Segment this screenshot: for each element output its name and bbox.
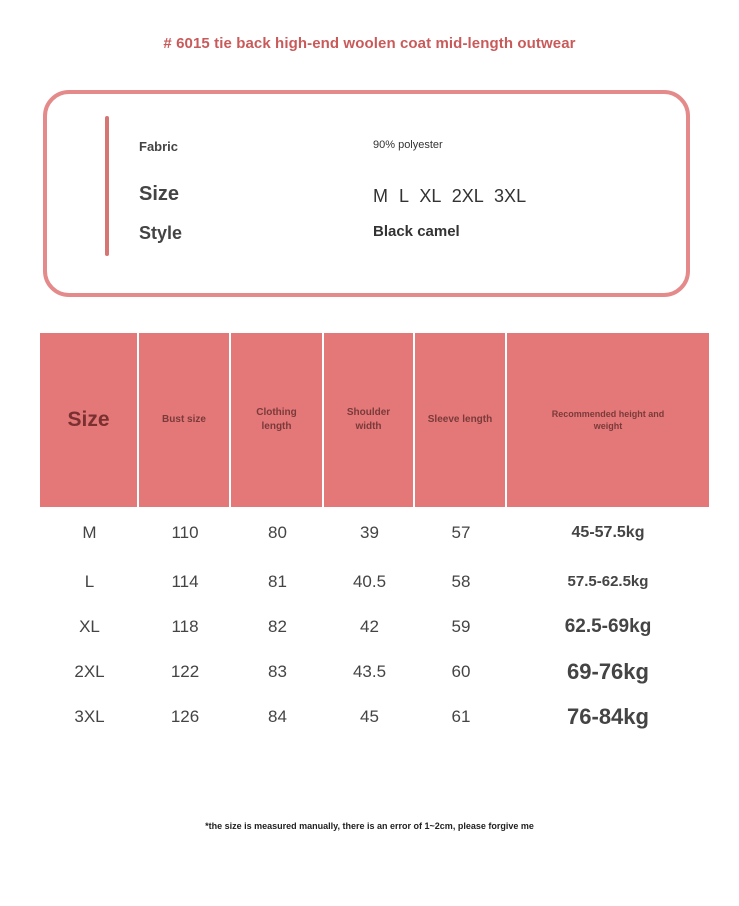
table-cell: 110: [171, 523, 199, 542]
fabric-label: Fabric: [139, 139, 179, 154]
table-row: [40, 507, 709, 559]
table-cell: 76-84kg: [567, 703, 649, 729]
size-label: Size: [139, 183, 180, 205]
table-cell: 84: [268, 706, 287, 726]
table-row: [40, 649, 709, 694]
table-cell: 61: [451, 706, 471, 726]
table-row: [40, 604, 709, 649]
table-cell: 62.5-69kg: [564, 615, 652, 637]
table-cell: 2XL: [74, 661, 105, 681]
table-cell: XL: [79, 616, 100, 636]
accent-bar: [105, 116, 109, 256]
header-clothing-length: Clothing length: [231, 333, 324, 507]
style-label: Style: [139, 223, 183, 243]
table-cell: 69-76kg: [567, 658, 649, 684]
table-row: [40, 694, 709, 739]
table-cell: 114: [171, 571, 199, 591]
product-info-card: [43, 90, 690, 297]
header-bust: Bust size: [139, 333, 231, 507]
measurement-footnote: *the size is measured manually, there is an error of 1~2cm, please forgive me: [205, 821, 534, 831]
table-cell: 59: [451, 616, 471, 636]
size-value: M L XL 2XL 3XL: [373, 186, 527, 206]
table-cell: 60: [451, 661, 471, 681]
table-cell: 126: [170, 706, 200, 726]
header-recommended: Recommended height and weight: [507, 333, 709, 507]
table-cell: 80: [268, 523, 287, 542]
table-cell: 39: [360, 523, 379, 542]
table-cell: 42: [360, 616, 379, 636]
table-body: [40, 507, 709, 739]
table-cell: 43.5: [352, 661, 387, 681]
table-cell: 82: [268, 616, 287, 636]
table-header-row: [40, 333, 709, 507]
table-cell: 58: [451, 571, 471, 591]
style-value: Black camel: [373, 223, 460, 240]
table-cell: M: [82, 523, 97, 542]
fabric-value: 90% polyester: [373, 139, 443, 151]
table-cell: 40.5: [352, 571, 387, 591]
table-cell: 3XL: [74, 706, 105, 726]
header-size: Size: [40, 333, 139, 507]
table-cell: 45: [360, 706, 379, 726]
table-cell: 45-57.5kg: [571, 524, 645, 541]
table-cell: L: [84, 571, 95, 591]
table-cell: 122: [170, 661, 200, 681]
size-chart-table: [40, 333, 709, 739]
table-cell: 57.5-62.5kg: [567, 573, 649, 590]
table-cell: 83: [268, 661, 287, 681]
table-cell: 57: [451, 523, 471, 542]
table-cell: 118: [171, 616, 199, 636]
table-cell: 81: [268, 571, 287, 591]
header-sleeve: Sleeve length: [415, 333, 507, 507]
page-title: # 6015 tie back high-end woolen coat mid-length outwear: [163, 35, 576, 52]
table-row: [40, 559, 709, 604]
header-shoulder: Shoulder width: [324, 333, 415, 507]
